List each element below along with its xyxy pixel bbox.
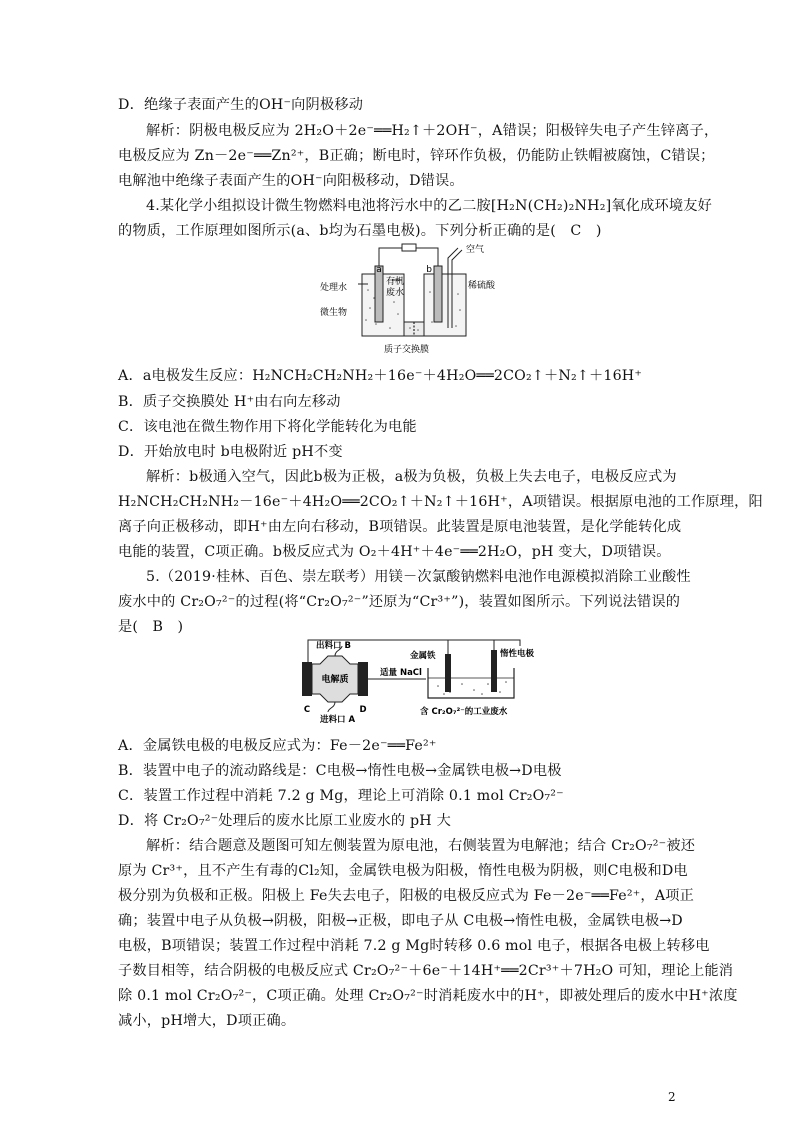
line-q4-option-c: C．该电池在微生物作用下将化学能转化为电能	[118, 419, 417, 435]
line-q5-analysis-7: 除 0.1 mol Cr₂O₇²⁻，C项正确。处理 Cr₂O₇²⁻时消耗废水中的H⁺，即被处理后的废水中H⁺浓度	[118, 988, 738, 1004]
line-q5-option-c: C．装置工作过程中消耗 7.2 g Mg，理论上可消除 0.1 mol Cr₂O₇²⁻	[118, 788, 564, 804]
line-analysis-1: 解析：阴极电极反应为 2H₂O＋2e⁻══H₂↑＋2OH⁻，A错误；阳极锌失电子产生锌离子，	[146, 123, 719, 139]
line-q5-1: 5.（2019·桂林、百色、崇左联考）用镁－次氯酸钠燃料电池作电源模拟消除工业酸性	[146, 569, 691, 585]
organic-label: 有机	[386, 277, 405, 287]
d-electrode-label: D	[359, 705, 367, 715]
iron-electrode-label: 金属铁	[410, 651, 436, 661]
resistor-icon	[402, 244, 416, 251]
acid-label: 稀硫酸	[468, 281, 496, 291]
line-q4-analysis-2: H₂NCH₂CH₂NH₂－16e⁻＋4H₂O══2CO₂↑＋N₂↑＋16H⁺，A项错误。根据原电池的工作原理，阳	[118, 494, 763, 510]
line-analysis-3: 电解池中绝缘子表面产生的OH⁻向阳极移动，D错误。	[118, 173, 464, 189]
fuel-cell-diagram	[318, 240, 528, 360]
page-number: 2	[668, 1090, 676, 1104]
line-q4-analysis-4: 电能的装置，C项正确。b极反应式为 O₂＋4H⁺＋4e⁻══2H₂O，pH 变大，D项错误。	[118, 544, 671, 560]
line-option-d-prev: D．绝缘子表面产生的OH⁻向阴极移动	[118, 97, 364, 113]
electrode-b-label: b	[426, 265, 432, 275]
electrode-a-label: a	[376, 265, 382, 275]
nacl-label: 适量 NaCl	[380, 668, 422, 678]
line-q5-option-b: B．装置中电子的流动路线是：C电极→惰性电极→金属铁电极→D电极	[118, 763, 562, 779]
line-q5-option-a: A．金属铁电极的电极反应式为：Fe－2e⁻══Fe²⁺	[118, 738, 437, 754]
line-q5-option-d: D．将 Cr₂O₇²⁻处理后的废水比原工业废水的 pH 大	[118, 813, 451, 829]
line-q4-analysis-3: 离子向正极移动，即H⁺由左向右移动，B项错误。此装置是原电池装置，是化学能转化成	[118, 519, 682, 535]
line-q4-2: 的物质，工作原理如图所示(a、b均为石墨电极)。下列分析正确的是( C )	[118, 223, 602, 239]
line-q5-analysis-3: 极分别为负极和正极。阳极上 Fe失去电子，阳极的电极反应式为 Fe－2e⁻══Fe²⁺，A项正	[118, 888, 695, 904]
line-q5-analysis-6: 子数目相等，结合阴极的电极反应式 Cr₂O₇²⁻＋6e⁻＋14H⁺══2Cr³⁺＋7H₂O 可知，理论上能消	[118, 963, 734, 979]
line-q4-option-b: B．质子交换膜处 H⁺由右向左移动	[118, 394, 341, 410]
line-q4-option-a: A．a电极发生反应：H₂NCH₂CH₂NH₂＋16e⁻＋4H₂O══2CO₂↑＋N₂↑＋16H⁺	[118, 368, 643, 384]
line-q5-analysis-4: 确；装置中电子从负极→阴极，阳极→正极，即电子从 C电极→惰性电极，金属铁电极→D	[118, 913, 683, 929]
outlet-label: 出料口 B	[316, 641, 351, 651]
inert-electrode-label: 惰性电极	[500, 649, 535, 659]
line-q5-3: 是( B )	[118, 619, 184, 635]
line-q5-analysis-2: 原为 Cr³⁺，且不产生有毒的Cl₂知，金属铁电极为阳极，惰性电极为阴极，则C电极和D电	[118, 863, 688, 879]
electrolysis-diagram	[298, 634, 538, 726]
line-analysis-2: 电极反应为 Zn－2e⁻══Zn²⁺，B正确；断电时，锌环作负极，仍能防止铁帽被腐蚀，C错误；	[118, 148, 715, 164]
wastewater-label: 废水	[386, 288, 405, 298]
line-q4-analysis-1: 解析：b极通入空气，因此b极为正极，a极为负极，负极上失去电子，电极反应式为	[146, 469, 677, 485]
electrolyte-label: 电解质	[321, 675, 349, 685]
line-q5-analysis-5: 电极，B项错误；装置工作过程中消耗 7.2 g Mg时转移 0.6 mol 电子，根据各电极上转移电	[118, 938, 710, 954]
microbe-label: 微生物	[320, 308, 348, 318]
line-q5-analysis-1: 解析：结合题意及题图可知左侧装置为原电池，右侧装置为电解池；结合 Cr₂O₇²⁻被还	[146, 838, 696, 854]
line-q5-analysis-8: 减小，pH增大，D项正确。	[118, 1013, 296, 1029]
air-label: 空气	[466, 245, 485, 255]
wastewater-label: 含 Cr₂O₇²⁻的工业废水	[420, 707, 508, 717]
treated-water-label: 处理水	[320, 283, 348, 293]
line-q4-option-d: D．开始放电时 b电极附近 pH不变	[118, 444, 343, 460]
inlet-label: 进料口 A	[320, 715, 356, 725]
line-q5-2: 废水中的 Cr₂O₇²⁻的过程(将“Cr₂O₇²⁻”还原为“Cr³⁺”)，装置如图所示。下列说法错误的	[118, 594, 681, 610]
membrane-label: 质子交换膜	[384, 345, 430, 355]
c-electrode-label: C	[303, 705, 311, 715]
line-q4-1: 4.某化学小组拟设计微生物燃料电池将污水中的乙二胺[H₂N(CH₂)₂NH₂]氧化成环境友好	[146, 198, 713, 214]
